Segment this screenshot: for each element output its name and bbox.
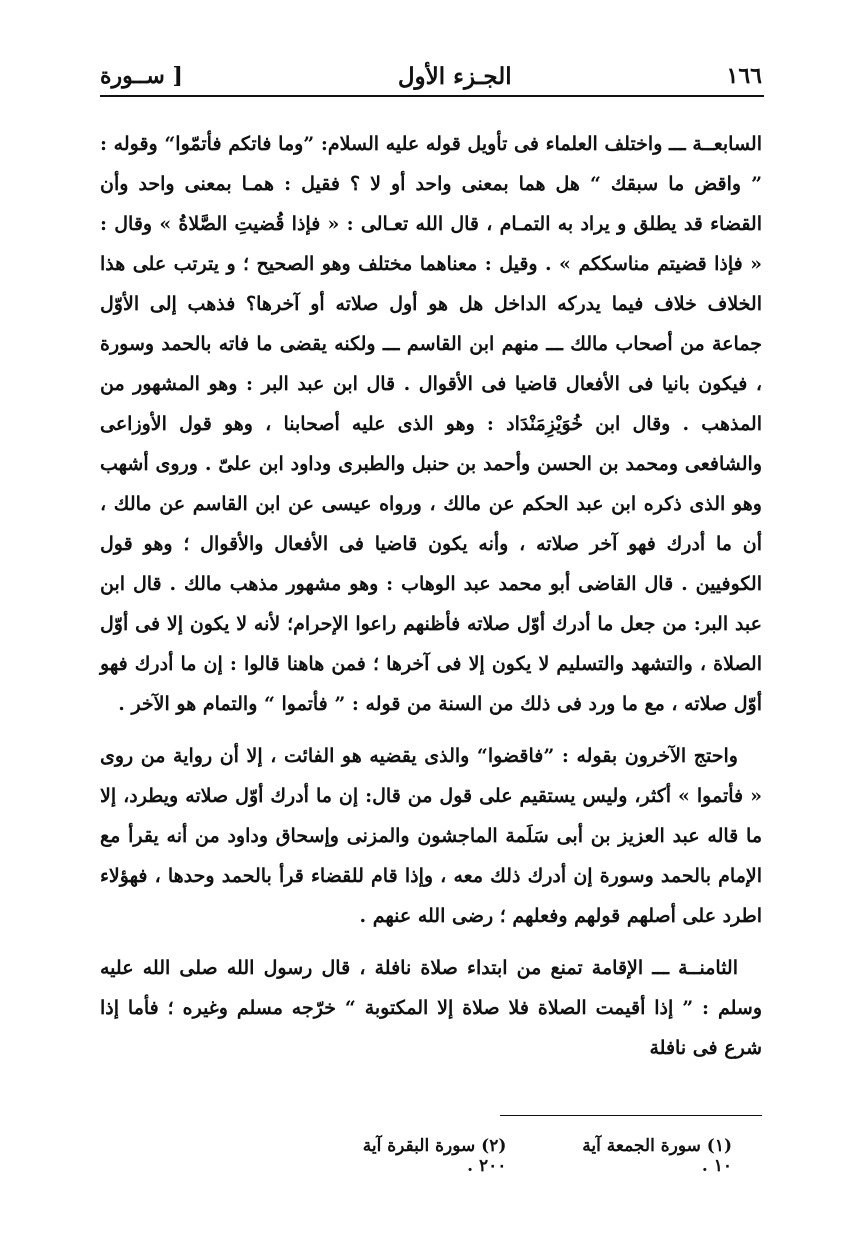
paragraph-seventh: السابعــة ـــ واختلف العلماء فى تأويل قوله عليه السلام: ”وما فاتكم فأتمّوا“ وقوله : ” واقض ما سبقك “ هل هما بمعنى واحد أو لا ؟ فقيل : همـا بمعنى واحد وأن القضاء قد يطلق و يراد به التمـام ، قال الله تعـالى : « فإذا قُضيتِ الصَّلاةُ » وقال : « فإذا قضيتم مناسككم » . وقيل : معناهما مختلف وهو الصحيح ؛ و يترتب على هذا الخلاف خلاف فيما يدركه الداخل هل هو أول صلاته أو آخرها؟ فذهب إلى الأوّل جماعة من أصحاب مالك ـــ منهم ابن القاسم ـــ ولكنه يقضى ما فاته بالحمد وسورة ، فيكون بانيا فى الأفعال قاضيا فى الأقوال . قال ابن عبد البر : وهو المشهور من المذهب . وقال ابن خُوَيْزِمَنْدَاد : وهو الذى عليه أصحابنا ، وهو قول الأوزاعى والشافعى ومحمد بن الحسن وأحمد بن حنبل والطبرى وداود ابن علىّ . وروى أشهب وهو الذى ذكره ابن عبد الحكم عن مالك ، ورواه عيسى عن ابن القاسم عن مالك ، أن ما أدرك فهو آخر صلاته ، وأنه يكون قاضيا فى الأفعال والأقوال ؛ وهو قول الكوفيين . قال القاضى أبو محمد عبد الوهاب : وهو مشهور مذهب مالك . قال ابن عبد البر: من جعل ما أدرك أوّل صلاته فأظنهم راعوا الإحرام؛ لأنه لا يكون إلا فى أوّل الصلاة ، والتشهد والتسليم لا يكون إلا فى آخرها ؛ فمن هاهنا قالوا : إن ما أدرك فهو أوّل صلاته ، مع ما ورد فى ذلك من السنة من قوله : ” فأتموا “ والتمام هو الآخر . (100, 133, 762, 715)
footnote-2: (٢) سورة البقرة آية ٢٠٠ . (362, 1136, 507, 1176)
footnotes (332, 1136, 732, 1176)
part-title: الجـزء الأول (397, 62, 512, 90)
paragraph-others-argued: واحتج الآخرون بقوله : ”فاقضوا“ والذى يقضيه هو الفائت ، إلا أن رواية من روى « فأتموا » أكثر، وليس يستقيم على قول من قال: إن ما أدرك أوّل صلاته ويطرد، إلا ما قاله عبد العزيز بن أبى سَلَمة الماجشون والمزنى وإسحاق وداود من أنه يقرأ مع الإمام بالحمد وسورة إن أدرك ذلك معه ، وإذا قام للقضاء قرأ بالحمد وحدها ، فهؤلاء اطرد على أصلهم قولهم وفعلهم ؛ رضى الله عنهم . (100, 745, 762, 927)
footnote-1: (١) سورة الجمعة آية ١٠ . (582, 1136, 732, 1176)
header-rule (100, 95, 764, 97)
running-header (100, 58, 762, 94)
surah-label: [ ســورة (100, 63, 183, 89)
paragraph-eighth: الثامنــة ـــ الإقامة تمنع من ابتداء صلاة نافلة ، قال رسول الله صلى الله عليه وسلم : ” إذا أقيمت الصلاة فلا صلاة إلا المكتوبة “ خرّجه مسلم وغيره ؛ فأما إذا شرع فى نافلة (100, 957, 762, 1059)
main-text (100, 124, 762, 1068)
footnote-rule (500, 1115, 762, 1116)
page-number: ١٦٦ (726, 63, 762, 89)
